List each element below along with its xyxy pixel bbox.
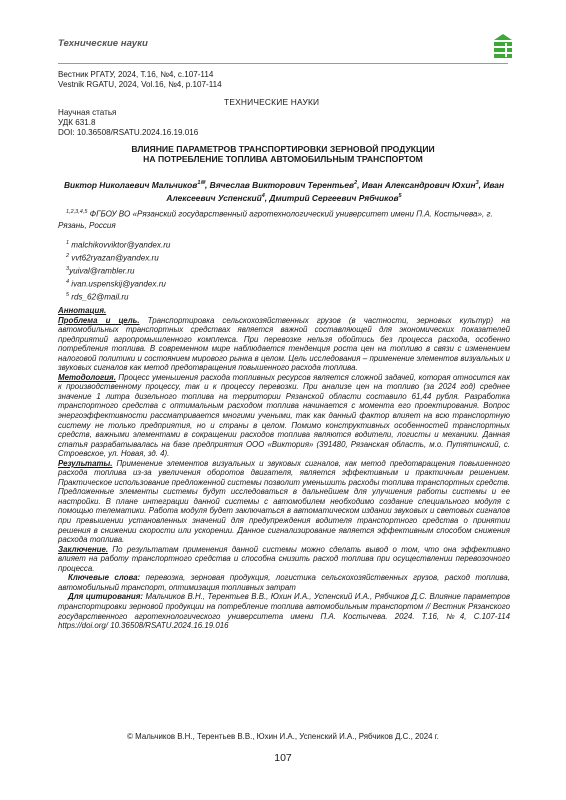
affiliation-text: ФГБОУ ВО «Рязанский государственный агротехнологический университет имени П.А. Костычева», г. Рязань, Россия <box>58 209 493 230</box>
author-name: , Дмитрий Сергеевич Рябчиков <box>264 192 399 203</box>
abstract <box>58 306 510 631</box>
abstract-heading: Аннотация. <box>58 306 107 315</box>
email-link[interactable]: malchikovviktor@yandex.ru <box>69 240 171 250</box>
author-name: , Иван Александрович Юхин <box>357 179 476 190</box>
email-link[interactable]: rds_62@mail.ru <box>69 292 129 302</box>
email-item <box>66 264 170 277</box>
keywords-text: перевозка, зерновая продукция, логистика сельскохозяйственных грузов, расход топлива, автомобильный транспорт, оптимизация топливных затрат <box>58 573 511 592</box>
email-item <box>66 251 170 264</box>
citation-en: Vestnik RGATU, 2024, Vol.16, №4, p.107-114 <box>58 80 222 90</box>
citation <box>58 592 510 630</box>
results-text: Применение элементов визуальных и звуковых сигналов, как метод предотвращения повышенного расхода топлива из-за увеличения оборотов двигателя, является эффективным и практичным решением. Практическое использование предложенной системы позволит уменьшить расходы топлива транспортных средств. Предложенные элементы системы будут исследоваться в дальнейшем для улучшения работы системы и ее настройки. В плане интеграции данной системы с автомобилем необходимо создание специального модуля с помощью телематики. Работа модуля будет заключаться в автоматическом издании звуковых и световых сигналов при превышении установленных значений для предупреждения водителя транспортного средства о принятии решения в снижении скорости или ускорении. Данное сигнализирование является эффективным способом снижения расхода топлива. <box>58 458 510 545</box>
conclusion-text: По результатам применения данной системы можно сделать вывод о том, что она эффективно влияет на работу транспортного средства и способна снизить расход топлива при осуществлении перевозочного процесса. <box>58 544 510 573</box>
email-link[interactable]: ivan.uspenskij@yandex.ru <box>69 279 166 289</box>
journal-section-label: Технические науки <box>58 38 148 49</box>
journal-citation <box>58 70 508 90</box>
udc-code: УДК 631.8 <box>58 118 96 128</box>
email-link[interactable]: yuival@rambler.ru <box>69 266 135 276</box>
email-sup: 2 <box>66 252 70 259</box>
email-sup: 5 <box>66 291 70 298</box>
results-label: Результаты. <box>58 458 113 468</box>
email-sup: 3 <box>66 265 70 272</box>
author-sup: 5 <box>398 192 402 199</box>
author-sup: 1✉ <box>197 180 205 186</box>
problem-text: Транспортировка сельскохозяйственных грузов (в частности, зерновых культур) на автомобильных транспортных средствах является важной составляющей для экономических показателей предприятий агропромышленного комплекса. При перевозке нельзя обойтись без процесса расхода, особенно потребления топлива. В современном мире наблюдается тенденция роста цен на топливо в связи с изменением налоговой политики и состоянием мирового рынка в целом. Цель исследования – применение элементов визуальных и звуковых сигналов как метод предотвращения повышенного расхода топлива. <box>58 315 510 373</box>
email-link[interactable]: vvt62ryazan@yandex.ru <box>69 253 159 263</box>
title-line-2: НА ПОТРЕБЛЕНИЕ ТОПЛИВА АВТОМОБИЛЬНЫМ ТРАНСПОРТОМ <box>143 154 423 165</box>
author-name: Виктор Николаевич Мальчиков <box>63 179 198 190</box>
email-sup: 4 <box>66 278 70 285</box>
cite-text: Мальчиков В.Н., Терентьев В.В., Юхин И.А., Успенский И.А., Рябчиков Д.С. Влияние параметров транспортировки зерновой продукции на потребление топлива автомобильным транспортом // Вестник Рязанского государственного агротехнологического университета имени П.А. Костычева. 2024. Т.16, №4, С.107-114 https://doi.org/ 10.36508/RSATU.2024.16.19.016 <box>58 592 510 631</box>
affiliation <box>58 207 510 231</box>
article-info <box>58 108 198 139</box>
title-line-1: ВЛИЯНИЕ ПАРАМЕТРОВ ТРАНСПОРТИРОВКИ ЗЕРНОВОЙ ПРОДУКЦИИ <box>131 144 435 154</box>
methodology-label: Методология. <box>58 372 116 382</box>
abstract-conclusion <box>58 545 510 574</box>
author-list <box>58 178 510 204</box>
email-item <box>66 238 170 251</box>
methodology-text: Процесс уменьшения расхода топливных ресурсов является сложной задачей, которая относится как к производственному процессу, так и к процессу перевозки. При анализе цен на топливо (за 2024 год) среднее значение 1 литра дизельного топлива на территории Рязанской области составило 61,44 рубля. Разработка транспортного средства с оптимальным расходом топлива начинается с момента его проектирования. Вопрос энергоэффективности рассматривается многими учеными, так как данный фактор влияет на всю транспортную систему не только предприятия, но и страны в целом. Помимо конструктивных особенностей транспортных средств, важными элементами в сокращении расходов топлива являются водители, логисты и механики. Данная статья разрабатывалась на базе предприятия ООО «Виктория» (391480, Рязанская область, м.о. Путятинский, с. Строевское, ул. Новая, зд. 4). <box>58 372 510 459</box>
journal-logo-icon <box>492 34 514 60</box>
doi: DOI: 10.36508/RSATU.2024.16.19.016 <box>58 128 199 138</box>
abstract-problem <box>58 316 510 373</box>
citation-ru: Вестник РГАТУ, 2024, Т.16, №4, с.107-114 <box>58 70 214 79</box>
email-item <box>66 290 170 303</box>
article-title <box>58 144 508 165</box>
author-name: , Вячеслав Викторович Терентьев <box>205 179 355 190</box>
keywords <box>58 573 510 592</box>
keywords-label: Ключевые слова: <box>68 573 141 583</box>
section-heading: ТЕХНИЧЕСКИЕ НАУКИ <box>224 97 320 107</box>
author-sup: 3 <box>475 180 479 186</box>
email-list <box>66 238 170 302</box>
page-number: 107 <box>274 752 292 764</box>
running-header <box>58 38 508 64</box>
conclusion-label: Заключение. <box>58 544 109 554</box>
cite-label: Для цитирования: <box>68 592 144 602</box>
email-sup: 1 <box>66 240 70 246</box>
affiliation-sup: 1,2,3,4,5 <box>66 209 88 215</box>
author-name: , Иван Алексеевич Успенский <box>166 179 505 203</box>
author-sup: 2 <box>354 180 358 186</box>
author-sup: 4 <box>261 192 265 199</box>
abstract-methodology <box>58 373 510 459</box>
problem-label: Проблема и цель. <box>58 315 140 325</box>
copyright: © Мальчиков В.Н., Терентьев В.В., Юхин И.А., Успенский И.А., Рябчиков Д.С., 2024 г. <box>127 732 439 741</box>
email-item <box>66 277 170 290</box>
abstract-results <box>58 459 510 545</box>
article-type: Научная статья <box>58 108 117 117</box>
